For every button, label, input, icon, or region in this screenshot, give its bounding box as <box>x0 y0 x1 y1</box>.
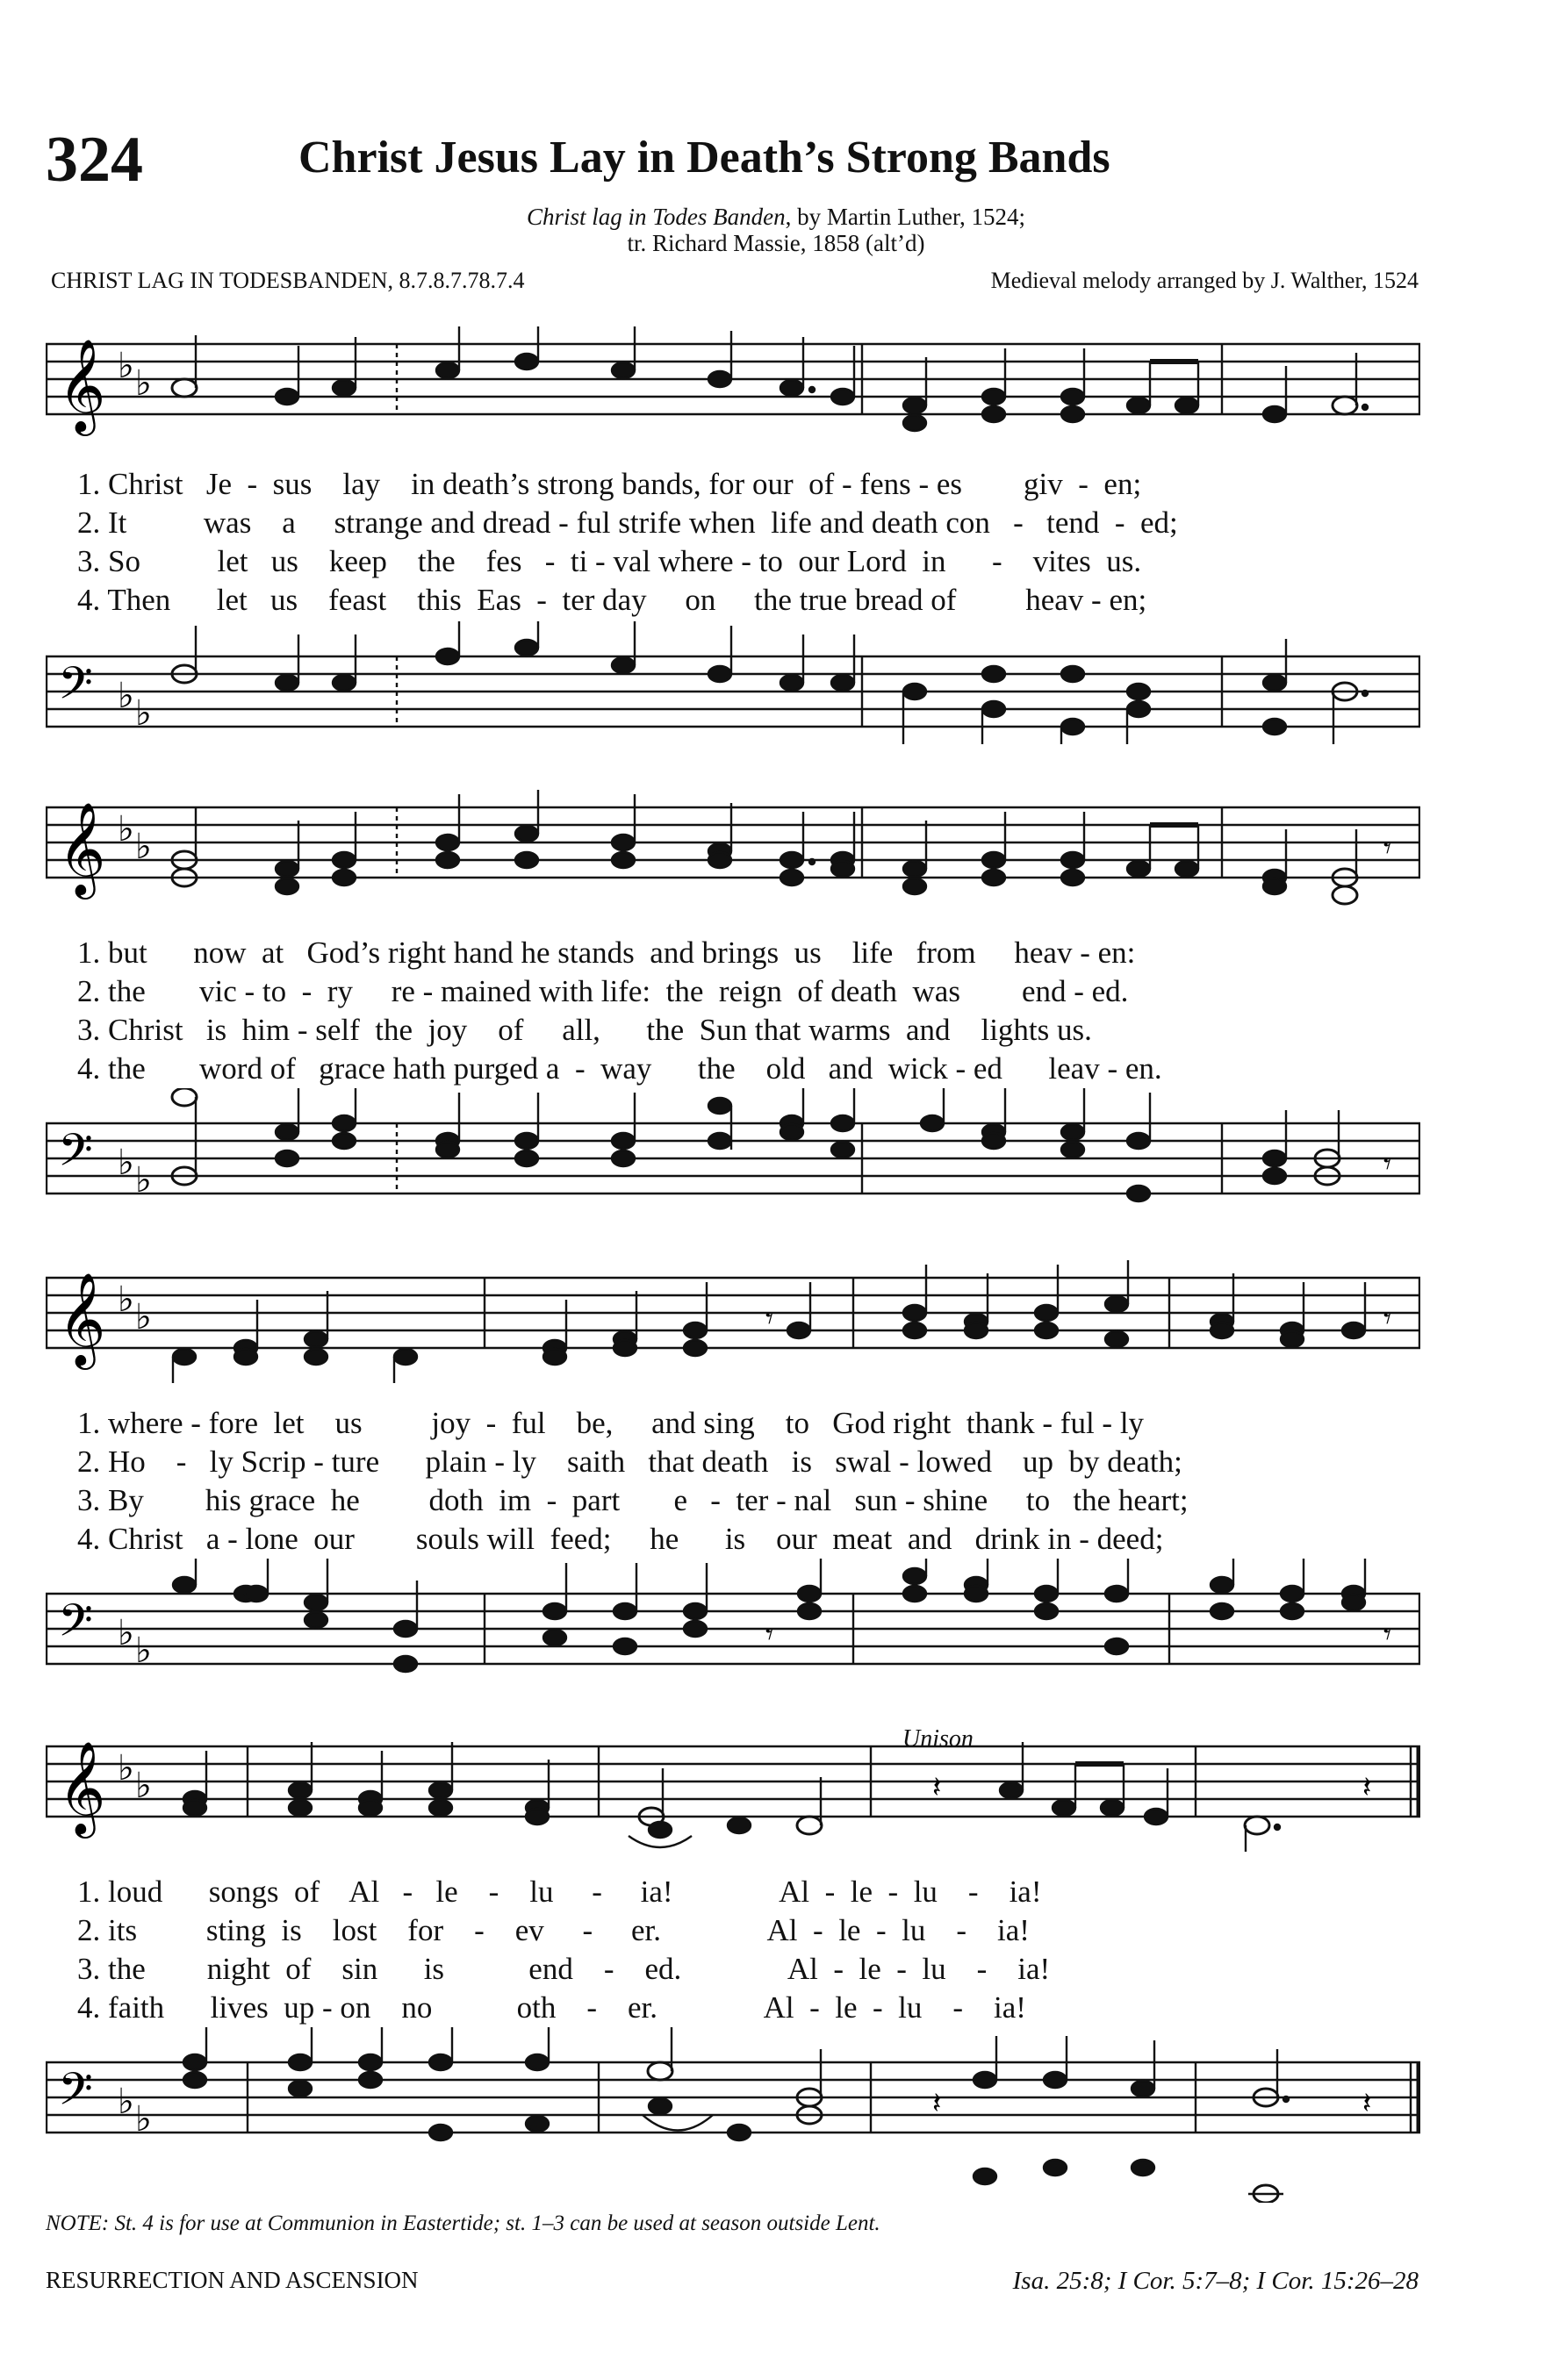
lyric-stanza-2: 2. its sting is lost for - ev - er. Al - le - lu - ia! <box>77 1913 1030 1947</box>
svg-text:𝄾: 𝄾 <box>1383 1147 1392 1182</box>
svg-text:𝄞: 𝄞 <box>58 1740 106 1834</box>
svg-text:♭: ♭ <box>135 1766 152 1806</box>
svg-text:𝄾: 𝄾 <box>765 1301 774 1337</box>
svg-text:♭: ♭ <box>118 809 134 849</box>
lyric-stanza-3: 3. Christ is him - self the joy of all, the Sun that warms and lights us. <box>77 1013 1092 1047</box>
svg-text:𝄾: 𝄾 <box>1383 1617 1392 1652</box>
author-credit: , by Martin Luther, 1524; <box>785 204 1025 230</box>
lyric-stanza-4: 4. the word of grace hath purged a - way the old and wick - ed leav - en. <box>77 1051 1162 1086</box>
original-title: Christ lag in Todes Banden <box>527 204 786 230</box>
lyric-stanza-4: 4. faith lives up - on no oth - er. Al - le - lu - ia! <box>77 1990 1026 2025</box>
svg-text:𝄾: 𝄾 <box>1383 831 1392 866</box>
scripture-references: Isa. 25:8; I Cor. 5:7–8; I Cor. 15:26–28 <box>1012 2267 1419 2295</box>
svg-text:𝄽: 𝄽 <box>932 2086 942 2121</box>
svg-text:𝄽: 𝄽 <box>932 1770 942 1805</box>
tune-name: CHRIST LAG IN TODESBANDEN, 8.7.8.7.78.7.4 <box>51 268 525 293</box>
bass-staff-system-1 <box>46 621 1420 744</box>
svg-text:♭: ♭ <box>135 1631 152 1671</box>
svg-text:♭: ♭ <box>118 346 134 386</box>
svg-text:♭: ♭ <box>135 2099 152 2140</box>
section-category: RESURRECTION AND ASCENSION <box>46 2267 419 2293</box>
hymn-title: Christ Jesus Lay in Death’s Strong Bands <box>298 133 1110 183</box>
svg-text:𝄞: 𝄞 <box>58 338 106 432</box>
lyric-stanza-2: 2. It was a strange and dread - ful strife when life and death con - tend - ed; <box>77 505 1178 540</box>
svg-text:𝄾: 𝄾 <box>1383 1301 1392 1337</box>
svg-text:𝄢: 𝄢 <box>58 2062 93 2126</box>
svg-text:𝄽: 𝄽 <box>1362 1770 1372 1805</box>
lyric-stanza-1: 1. Christ Je - sus lay in death’s strong bands, for our of - fens - es giv - en; <box>77 467 1142 501</box>
translator-credit: tr. Richard Massie, 1858 (alt’d) <box>627 230 925 256</box>
bass-staff-system-2 <box>46 1088 1420 1211</box>
treble-staff-system-3 <box>46 1260 1420 1383</box>
bass-staff-system-4 <box>46 2027 1420 2203</box>
svg-text:𝄞: 𝄞 <box>58 801 106 895</box>
treble-staff-system-4 <box>46 1729 1420 1852</box>
svg-text:𝄢: 𝄢 <box>58 1594 93 1658</box>
svg-text:♭: ♭ <box>118 676 134 716</box>
lyric-stanza-1: 1. loud songs of Al - le - lu - ia! Al - le - lu - ia! <box>77 1875 1042 1909</box>
svg-text:𝄢: 𝄢 <box>58 656 93 720</box>
svg-text:♭: ♭ <box>135 363 152 404</box>
svg-text:♭: ♭ <box>135 827 152 867</box>
svg-text:♭: ♭ <box>135 1160 152 1201</box>
svg-text:𝄢: 𝄢 <box>58 1123 93 1187</box>
unison-marking: Unison <box>902 1725 974 1753</box>
svg-text:𝄾: 𝄾 <box>765 1617 774 1652</box>
lyric-stanza-3: 3. So let us keep the fes - ti - val where - to our Lord in - vites us. <box>77 544 1142 578</box>
svg-text:♭: ♭ <box>135 693 152 734</box>
svg-text:𝄞: 𝄞 <box>58 1272 106 1366</box>
lyric-stanza-3: 3. By his grace he doth im - part e - ter - nal sun - shine to the heart; <box>77 1483 1189 1517</box>
lyric-stanza-1: 1. but now at God’s right hand he stands and brings us life from heav - en: <box>77 936 1136 970</box>
text-credit-line-1 <box>0 204 1552 231</box>
svg-text:♭: ♭ <box>118 2082 134 2122</box>
lyric-stanza-1: 1. where - fore let us joy - ful be, and sing to God right thank - ful - ly <box>77 1406 1145 1440</box>
lyric-stanza-2: 2. the vic - to - ry re - mained with life: the reign of death was end - ed. <box>77 974 1129 1008</box>
bass-staff-system-3 <box>46 1559 1420 1681</box>
svg-text:♭: ♭ <box>118 1748 134 1789</box>
lyric-stanza-2: 2. Ho - ly Scrip - ture plain - ly saith that death is swal - lowed up by death; <box>77 1444 1182 1479</box>
lyric-stanza-4: 4. Then let us feast this Eas - ter day on the true bread of heav - en; <box>77 583 1147 617</box>
svg-text:♭: ♭ <box>118 1613 134 1653</box>
usage-note: NOTE: St. 4 is for use at Communion in Eastertide; st. 1–3 can be used at season outside Lent. <box>46 2212 880 2235</box>
treble-staff-system-1 <box>46 326 1420 449</box>
svg-text:♭: ♭ <box>118 1280 134 1320</box>
treble-staff-system-2 <box>46 790 1420 913</box>
svg-text:𝄽: 𝄽 <box>1362 2086 1372 2121</box>
hymn-number: 324 <box>46 124 143 196</box>
melody-credit: Medieval melody arranged by J. Walther, 1524 <box>990 268 1419 293</box>
svg-text:♭: ♭ <box>135 1297 152 1337</box>
lyric-stanza-3: 3. the night of sin is end - ed. Al - le - lu - ia! <box>77 1952 1051 1986</box>
svg-text:♭: ♭ <box>118 1143 134 1183</box>
lyric-stanza-4: 4. Christ a - lone our souls will feed; he is our meat and drink in - deed; <box>77 1522 1164 1556</box>
